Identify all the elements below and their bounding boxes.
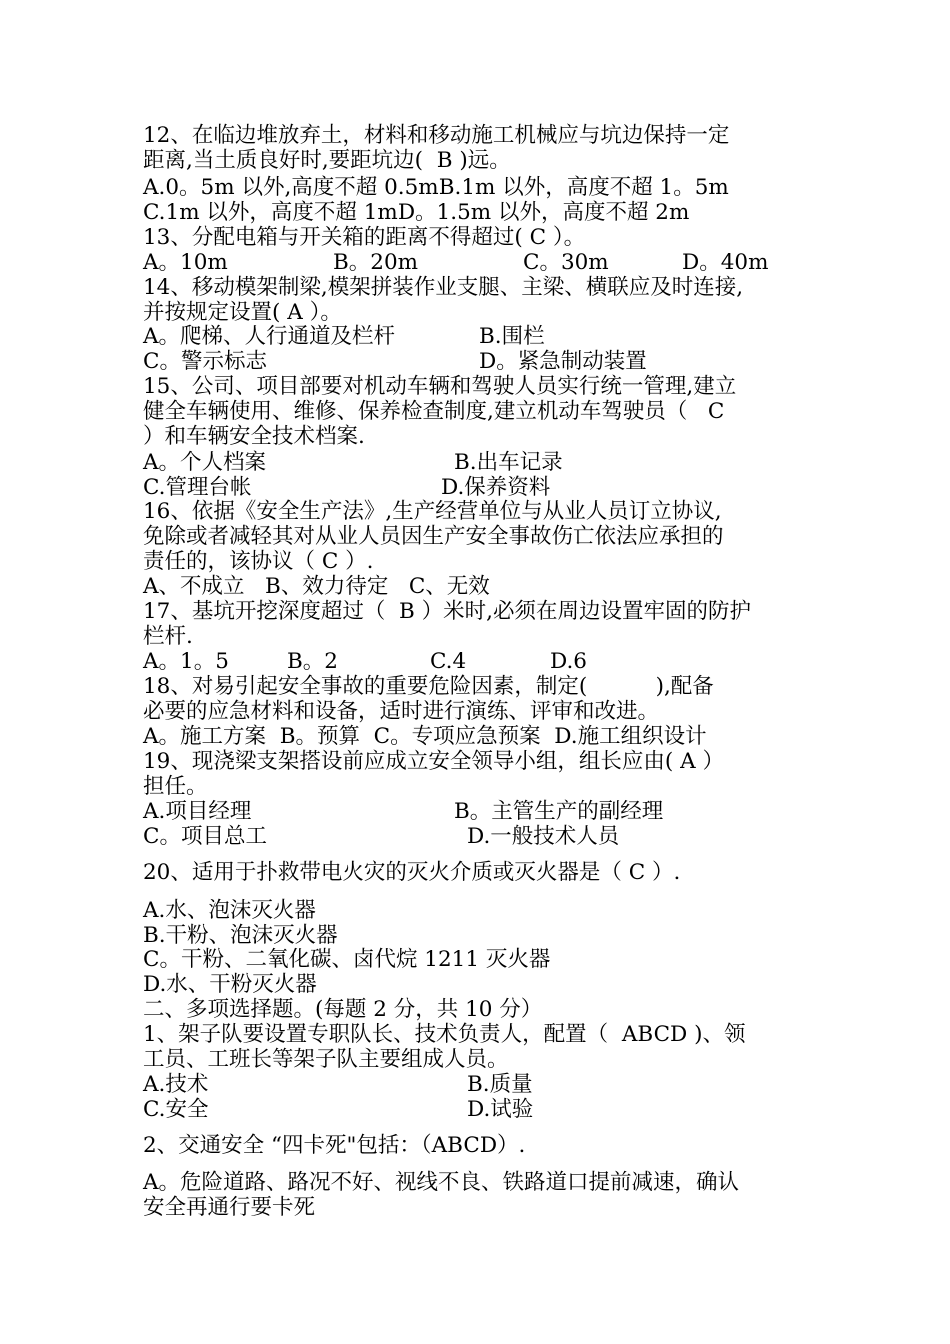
m2-option-a-line2: 安全再通行要卡死 — [143, 1195, 316, 1220]
q14-line1: 14、移动模架制梁,模架拼装作业支腿、主梁、横联应及时连接, — [143, 275, 744, 300]
m2-option-a-line1: A。危险道路、路况不好、视线不良、铁路道口提前减速，确认 — [143, 1170, 740, 1195]
q15-option-d: D.保养资料 — [441, 475, 551, 500]
q13-line1: 13、分配电箱与开关箱的距离不得超过( C ）。 — [143, 225, 586, 250]
q19-option-c: C。项目总工 — [143, 824, 267, 849]
q18-line2: 必要的应急材料和设备，适时进行演练、评审和改进。 — [143, 699, 660, 724]
q20-option-a: A.水、泡沫灭火器 — [143, 898, 316, 923]
q16-line2: 免除或者减轻其对从业人员因生产安全事故伤亡依法应承担的 — [143, 524, 724, 549]
q14-option-b: B.围栏 — [479, 324, 545, 349]
q15-line1: 15、公司、项目部要对机动车辆和驾驶人员实行统一管理,建立 — [143, 374, 737, 399]
q13-option-c: C。30m — [523, 250, 609, 275]
q20-line1: 20、适用于扑救带电火灾的灭火介质或灭火器是（ C ）. — [143, 860, 681, 885]
q13-option-b: B。20m — [333, 250, 419, 275]
q13-option-a: A。10m — [143, 250, 228, 275]
q18-line1: 18、对易引起安全事故的重要危险因素，制定( ),配备 — [143, 674, 714, 699]
q13-option-d: D。40m — [682, 250, 769, 275]
m1-line2: 工员、工班长等架子队主要组成人员。 — [143, 1047, 509, 1072]
q15-option-a: A。个人档案 — [143, 450, 267, 475]
q12-options-ab: A.0。5m 以外,高度不超 0.5mB.1m 以外，高度不超 1。5m — [143, 175, 729, 200]
m2-line1: 2、交通安全 “四卡死"包括：（ABCD）. — [143, 1133, 526, 1158]
q18-options: A。施工方案 B。预算 C。专项应急预案 D.施工组织设计 — [143, 724, 707, 749]
q19-line1: 19、现浇梁支架搭设前应成立安全领导小组，组长应由( A ） — [143, 749, 724, 774]
m1-option-c: C.安全 — [143, 1097, 209, 1122]
q20-option-d: D.水、干粉灭火器 — [143, 972, 317, 997]
q17-line2: 栏杆. — [143, 624, 193, 649]
q12-line2: 距离,当土质良好时,要距坑边( B )远。 — [143, 148, 511, 173]
q16-options: A、不成立 B、效力待定 C、无效 — [143, 574, 490, 599]
q17-option-d: D.6 — [550, 649, 587, 674]
q12-line1: 12、在临边堆放弃土，材料和移动施工机械应与坑边保持一定 — [143, 123, 730, 148]
q19-option-b: B。主管生产的副经理 — [454, 799, 664, 824]
m1-option-d: D.试验 — [467, 1097, 534, 1122]
q14-line2: 并按规定设置( A ）。 — [143, 300, 342, 325]
q20-option-c: C。干粉、二氧化碳、卤代烷 1211 灭火器 — [143, 947, 551, 972]
q17-line1: 17、基坑开挖深度超过（ B ）米时,必须在周边设置牢固的防护 — [143, 599, 751, 624]
m1-option-b: B.质量 — [467, 1072, 533, 1097]
m1-option-a: A.技术 — [143, 1072, 209, 1097]
q16-line3: 责任的，该协议（ C ）. — [143, 549, 374, 574]
q19-option-a: A.项目经理 — [143, 799, 252, 824]
q17-option-b: B。2 — [287, 649, 338, 674]
m1-line1: 1、架子队要设置专职队长、技术负责人，配置（ ABCD )、领 — [143, 1022, 746, 1047]
q16-line1: 16、依据《安全生产法》,生产经营单位与从业人员订立协议, — [143, 499, 722, 524]
q14-option-a: A。爬梯、人行通道及栏杆 — [143, 324, 396, 349]
q17-option-c: C.4 — [430, 649, 467, 674]
q20-option-b: B.干粉、泡沫灭火器 — [143, 923, 338, 948]
q19-line2: 担任。 — [143, 774, 208, 799]
q15-line2: 健全车辆使用、维修、保养检查制度,建立机动车驾驶员（ C — [143, 399, 725, 424]
section-heading-multiple-choice: 二、多项选择题。(每题 2 分，共 10 分） — [143, 997, 543, 1022]
q14-option-d: D。紧急制动装置 — [479, 349, 647, 374]
q17-option-a: A。1。5 — [143, 649, 229, 674]
q15-option-c: C.管理台帐 — [143, 475, 252, 500]
q14-option-c: C。警示标志 — [143, 349, 267, 374]
q19-option-d: D.一般技术人员 — [467, 824, 620, 849]
q12-options-cd: C.1m 以外，高度不超 1mD。1.5m 以外，高度不超 2m — [143, 200, 690, 225]
q15-option-b: B.出车记录 — [454, 450, 563, 475]
q15-line3: ）和车辆安全技术档案. — [143, 424, 365, 449]
